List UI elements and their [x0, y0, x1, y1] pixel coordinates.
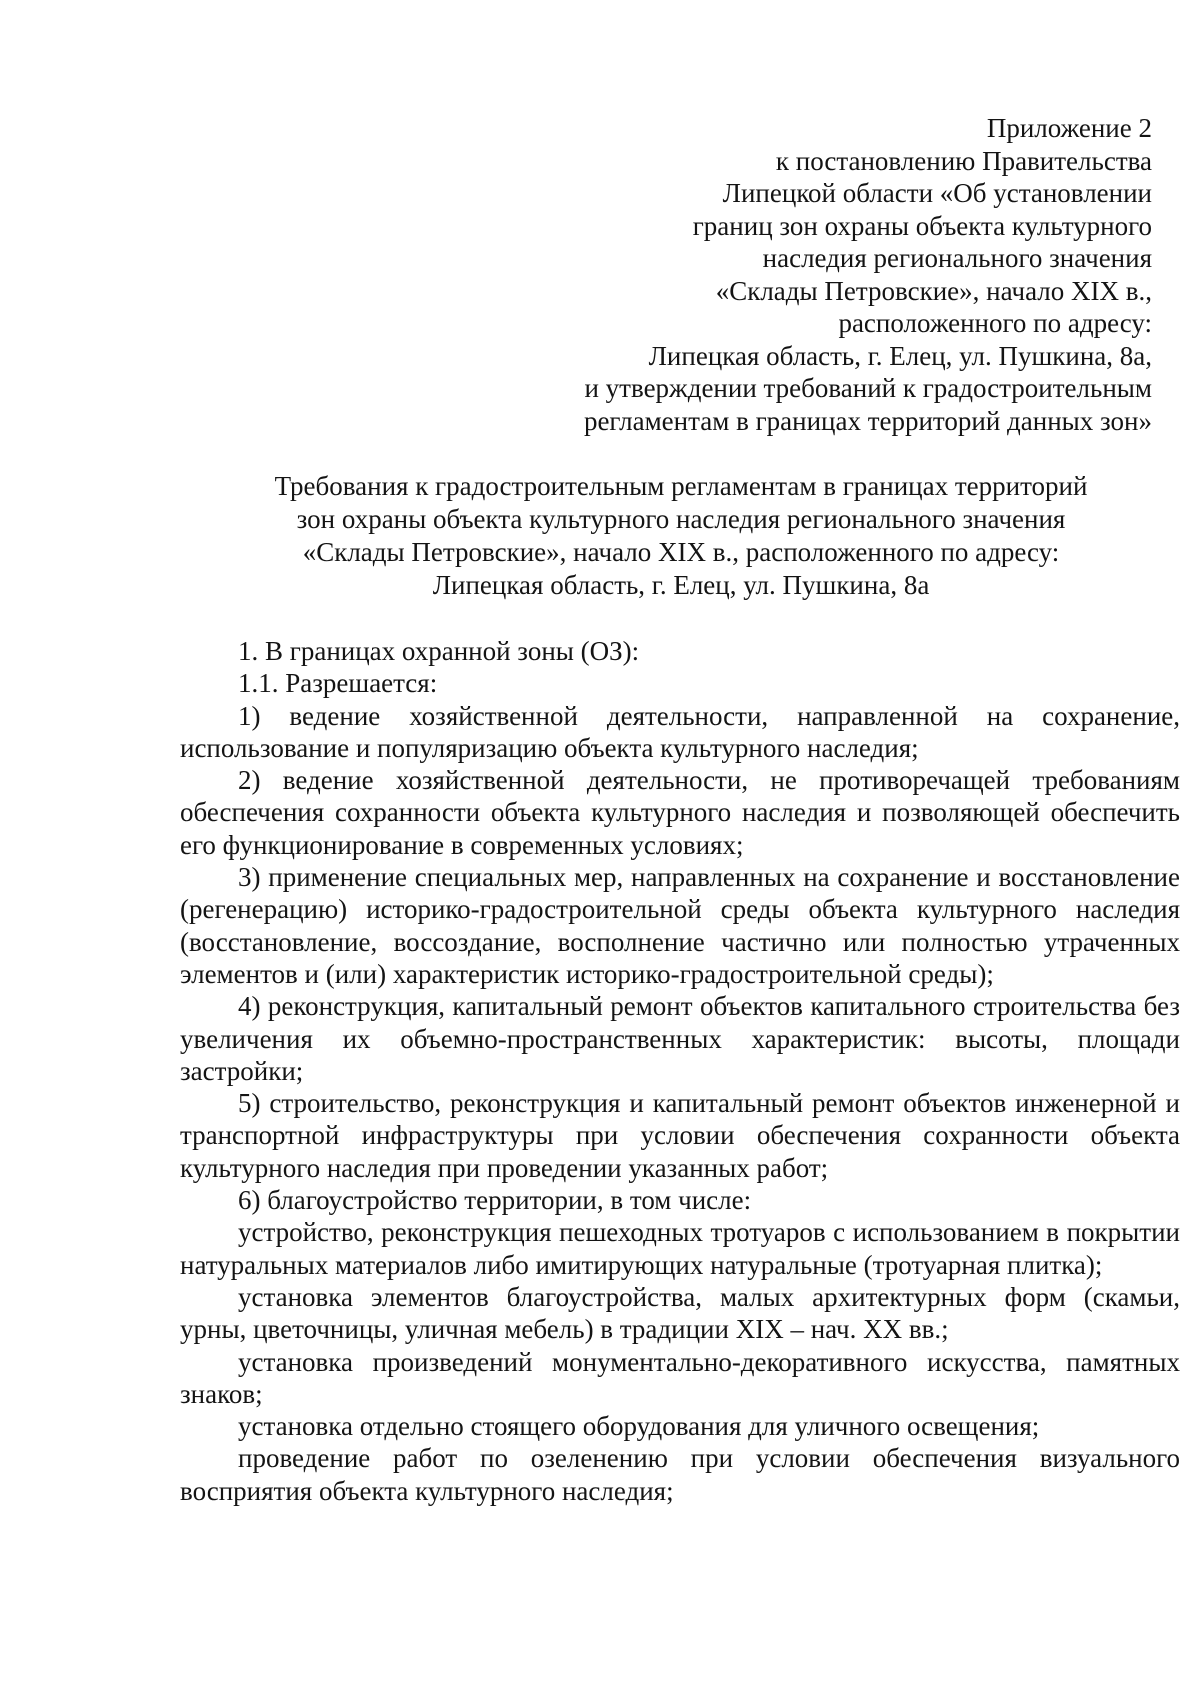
sub-item: проведение работ по озеленению при условии обеспечения визуального восприятия объекта культурного наследия;: [180, 1443, 1180, 1506]
appendix-line: регламентам в границах территорий данных зон»: [583, 405, 1152, 436]
appendix-line: Липецкая область, г. Елец, ул. Пушкина, 8а,: [648, 340, 1152, 371]
title-line: Липецкая область, г. Елец, ул. Пушкина, 8а: [432, 570, 930, 600]
list-item: 6) благоустройство территории, в том числе:: [238, 1185, 752, 1216]
list-item: 2) ведение хозяйственной деятельности, не противоречащей требованиям обеспечения сохранности объекта культурного наследия и позволяющей обеспечить его функционирование в современных условиях;: [180, 765, 1180, 860]
appendix-line: расположенного по адресу:: [838, 308, 1152, 338]
appendix-header: [532, 112, 1152, 437]
appendix-line: «Склады Петровские», начало XIX в.,: [715, 275, 1152, 306]
sub-item: установка отдельно стоящего оборудования для уличного освещения;: [238, 1411, 1040, 1442]
appendix-line: Липецкой области «Об установлении: [722, 178, 1152, 208]
list-item: 3) применение специальных мер, направленных на сохранение и восстановление (регенерацию) историко-градостроительной среды объекта культурного наследия (восстановление, воссоздание, восполнение частично или полностью утраченных элементов и (или) характеристик историко-градостроительной среды);: [180, 862, 1180, 989]
list-item: 4) реконструкция, капитальный ремонт объектов капитального строительства без увеличения их объемно-пространственных характеристик: высоты, площади застройки;: [180, 991, 1180, 1086]
sub-item: устройство, реконструкция пешеходных тротуаров с использованием в покрытии натуральных материалов либо имитирующих натуральные (тротуарная плитка);: [180, 1217, 1180, 1280]
sub-item: установка произведений монументально-декоративного искусства, памятных знаков;: [180, 1346, 1180, 1409]
subsection-heading: 1.1. Разрешается:: [238, 668, 438, 699]
list-item: 5) строительство, реконструкция и капитальный ремонт объектов инженерной и транспортной инфраструктуры при условии обеспечения сохранности объекта культурного наследия при проведении указанных работ;: [180, 1088, 1180, 1183]
title-line: зон охраны объекта культурного наследия регионального значения: [296, 504, 1066, 534]
title-line: «Склады Петровские», начало XIX в., расположенного по адресу:: [302, 537, 1060, 567]
section-heading: 1. В границах охранной зоны (ОЗ):: [238, 636, 640, 666]
appendix-line: Приложение 2: [986, 113, 1152, 143]
appendix-line: границ зон охраны объекта культурного: [692, 210, 1152, 241]
appendix-line: наследия регионального значения: [762, 243, 1152, 273]
document-body: [180, 635, 1180, 1507]
document-title: [180, 470, 1182, 602]
appendix-line: к постановлению Правительства: [775, 145, 1152, 176]
title-line: Требования к градостроительным регламентам в границах территорий: [274, 471, 1088, 501]
list-item: 1) ведение хозяйственной деятельности, направленной на сохранение, использование и популяризацию объекта культурного наследия;: [180, 700, 1180, 763]
appendix-line: и утверждении требований к градостроительным: [584, 373, 1152, 403]
sub-item: установка элементов благоустройства, малых архитектурных форм (скамьи, урны, цветочницы, уличная мебель) в традиции XIX – нач. XX вв.;: [180, 1281, 1180, 1345]
